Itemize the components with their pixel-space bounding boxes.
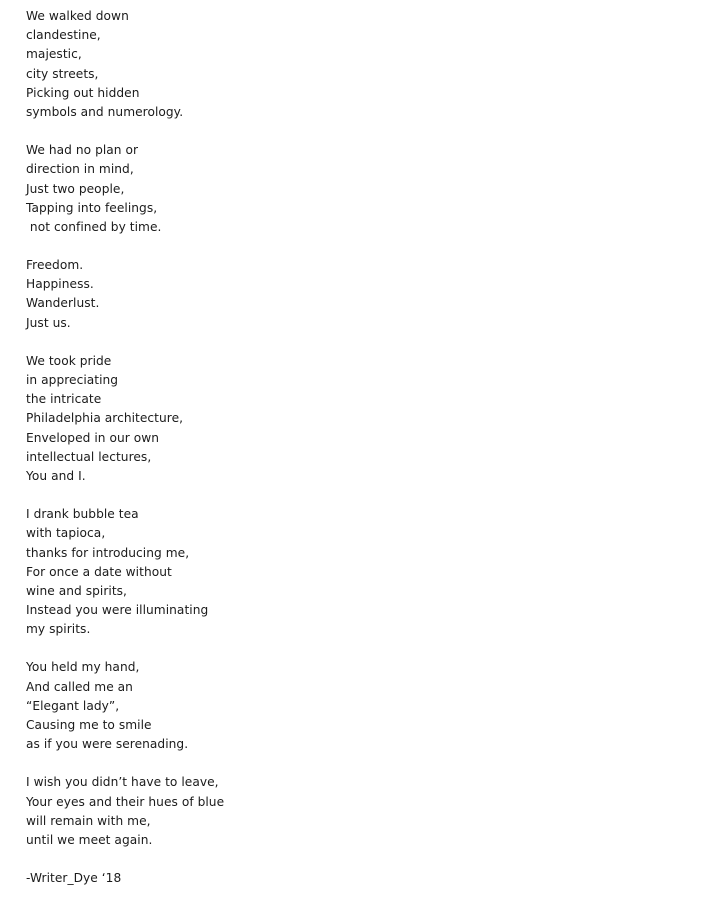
poem-line: my spirits. [26, 622, 91, 637]
poem-line: We walked down [26, 9, 129, 23]
poem-line: will remain with me, [26, 813, 151, 828]
poem-line: Just two people, [26, 181, 125, 196]
poem-line: Happiness. [26, 277, 94, 292]
signature-block [26, 869, 706, 888]
poem-line: in appreciating [26, 373, 119, 387]
poem-line: You held my hand, [26, 660, 140, 675]
poem-line: Wanderlust. [26, 296, 100, 311]
poem-line: Philadelphia architecture, [26, 411, 184, 426]
poem-line: wine and spirits, [26, 583, 127, 598]
stanza-3 [26, 256, 706, 333]
poem-line: with tapioca, [26, 526, 106, 541]
poem-line: Enveloped in our own [26, 430, 160, 445]
stanza-5 [26, 505, 706, 639]
stanza-4 [26, 352, 706, 486]
poem-line: “Elegant lady”, [26, 698, 120, 713]
poem-line: symbols and numerology. [26, 104, 184, 119]
poem-line: We took pride [26, 353, 112, 368]
stanza-2 [26, 141, 706, 237]
author-signature: -Writer_Dye ‘18 [26, 871, 122, 886]
poem-line: Just us. [26, 315, 71, 330]
poem-line: Your eyes and their hues of blue [26, 794, 225, 809]
stanza-6 [26, 658, 706, 754]
poem-line: the intricate [26, 392, 102, 407]
stanza-7 [26, 773, 706, 850]
poem-line: not confined by time. [26, 219, 162, 234]
poem-line: And called me an [26, 679, 133, 694]
poem-document [26, 7, 706, 907]
poem-line: For once a date without [26, 564, 172, 579]
poem-line: I wish you didn’t have to leave, [26, 775, 219, 790]
poem-line: Instead you were illuminating [26, 603, 209, 618]
poem-line: direction in mind, [26, 162, 134, 177]
poem-line: Causing me to smile [26, 718, 152, 732]
poem-line: clandestine, [26, 28, 101, 43]
stanza-1 [26, 7, 706, 122]
poem-line: We had no plan or [26, 143, 139, 158]
poem-line: I drank bubble tea [26, 507, 139, 522]
poem-line: majestic, [26, 47, 82, 62]
poem-line: Tapping into feelings, [26, 200, 158, 215]
poem-line: until we meet again. [26, 832, 153, 847]
poem-line: Picking out hidden [26, 85, 140, 100]
poem-line: Freedom. [26, 258, 84, 273]
poem-line: intellectual lectures, [26, 449, 152, 464]
poem-line: as if you were serenading. [26, 737, 189, 752]
poem-line: thanks for introducing me, [26, 545, 190, 560]
poem-line: city streets, [26, 66, 99, 81]
poem-line: You and I. [26, 468, 86, 483]
